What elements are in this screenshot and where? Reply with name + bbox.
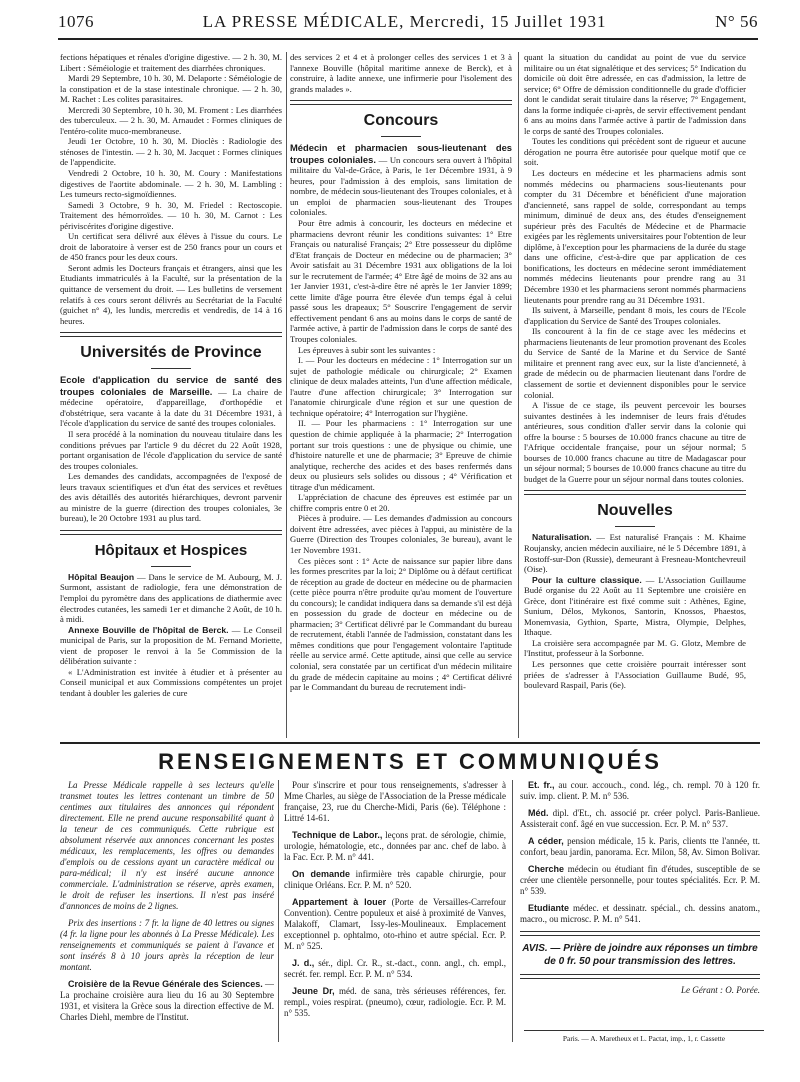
ad-heading: J. d., <box>292 958 315 968</box>
divider <box>151 566 191 567</box>
ad-text: méd. de sana, très sérieuses références, fer. rempl., voies respirat. (pneumo), cœur, radiologie. Ecr. P. M. n° 535. <box>284 986 506 1018</box>
printer-imprint: Paris. — A. Maretheux et L. Pactat, imp., 1, r. Cassette <box>524 1030 764 1043</box>
bottom-column-1 <box>60 780 274 1040</box>
bottom-column-2 <box>284 780 506 1040</box>
divider <box>151 368 191 369</box>
paragraph: II. — Pour les pharmaciens : 1° Interrogation sur une question de chimie appliquée à la pharmacie; 2° Interrogation portant sur trois questions : une de physique ou chimie, une d'histoire naturelle et une de pharmacie; 3° Epreuve de chimie analytique, recherche des acides et des bases renfermés dans deux ou plusieurs sels solides ou dissous ; 4° Vérification et titrage d'un médicament. <box>290 418 512 492</box>
article-heading: Ecole d'application du service de santé des troupes coloniales de Marseille. <box>60 374 282 397</box>
paragraph: Toutes les conditions qui précèdent sont de rigueur et aucune dérogation ne pourra être autorisée pour quelque motif que ce soit. <box>524 136 746 168</box>
publication-title: LA PRESSE MÉDICALE, Mercredi, 15 Juillet 1931 <box>202 12 607 31</box>
ad-text: pension médicale, 15 k. Paris, clients tte l'année, tt. confort, beau jardin, panorama. Ecr. Milon, 58, Av. Simon Bolivar. <box>520 836 760 857</box>
ad-text: médecin ou étudiant fin d'études, susceptible de se créer une clientèle personnelle, pour toutes spécialités. Ecr. P. M. n° 539. <box>520 864 760 896</box>
article-heading: Hôpital Beaujon <box>68 571 135 582</box>
paragraph: des services 2 et 4 et à prolonger celles des services 1 et 3 à l'annexe Bouville (hôpital maritime annexe de Berck), et à construire, à ladite annexe, une infirmerie pour l'isolement des grands malades ». <box>290 52 512 94</box>
paragraph: fections hépatiques et rénales d'origine digestive. — 2 h. 30, M. Libert : Séméiologie et traitement des diarrhées chroniques. <box>60 52 282 73</box>
column-1 <box>60 52 282 738</box>
paragraph: Vendredi 2 Octobre, 10 h. 30, M. Coury : Manifestations digestives de l'aortite abdominale. — 2 h. 30, M. Lambling : Les tumeurs recto-sigmoïdiennes. <box>60 168 282 200</box>
paragraph: Jeudi 1er Octobre, 10 h. 30, M. Dioclès : Radiologie des sténoses de l'intestin. — 2 h. 30, M. Jacquet : Formes cliniques de l'appendicite. <box>60 136 282 168</box>
divider <box>520 974 760 979</box>
ad-heading: Et. fr., <box>528 780 555 790</box>
ad-text: médec. et dessinatr. spécial., ch. dessins anatom., macro., ou microsc. P. M. n° 541. <box>520 903 760 924</box>
paragraph: Mardi 29 Septembre, 10 h. 30, M. Delaporte : Séméiologie de la constipation et de la stase intestinale chronique. — 2 h. 30, M. Rachet : Les colites parasitaires. <box>60 73 282 105</box>
paragraph: Les épreuves à subir sont les suivantes : <box>298 344 436 355</box>
paragraph: Pour s'inscrire et pour tous renseignements, s'adresser à Mme Charles, au siège de l'Association de la Presse médicale française, 23, rue du Cherche-Midi, Paris (6e). Téléphone : Littré 14-61. <box>284 780 506 823</box>
section-divider <box>290 100 512 105</box>
article-text: — Le Conseil municipal de Paris, sur la proposition de M. Fernand Moriette, vient de proposer le renvoi à la 5e Commission de la délibération suivante : <box>60 624 282 667</box>
column-2 <box>290 52 512 738</box>
paragraph: « L'Administration est invitée à étudier et à présenter au Conseil municipal et aux Commissions compétentes un projet tendant à doubler les galeries de cure <box>60 666 282 698</box>
paragraph: Il sera procédé à la nomination du nouveau titulaire dans les conditions prévues par l'article 9 du décret du 22 Août 1928, portant organisation de l'école d'application du service de santé des troupes coloniales. <box>60 428 282 471</box>
article-text: — L'Association Guillaume Budé organise du 22 Août au 11 Septembre une croisière en Grèce, dont l'itinéraire est fixé comme suit : Athènes, Egine, Sunium, Délos, Mykonos, Santorin, Knossos, Phaestos, Monemvasia, Gythion, Sparte, Mistra, Olympie, Delphes, Ithaque. <box>524 574 746 638</box>
notice-paragraph: La Presse Médicale rappelle à ses lecteurs qu'elle transmet toutes les lettres contenant un timbre de 50 centimes aux titulaires des annonces qui répondent directement. Elle ne prend aucune responsabilité quant à la teneur de ces communiqués. Cette rubrique est absolument réservée aux annonces concernant les postes médicaux, les remplacements, les offres ou demandes d'emplois ou de cessions ayant un caractère médical ou para-médical; il n'y est inséré aucune annonce commerciale. L'administration se réserve, après examen, le droit de refuser les insertions. Il n'est pas inséré d'annonces de moins de 2 lignes. <box>60 780 274 911</box>
article-text: — Est naturalisé Français : M. Khaime Roujansky, ancien médecin auxiliaire, né le 5 Décembre 1891, à Rostoff-sur-Don (Russie), demeurant à Fresneau-Montchevreuil (Oise). <box>524 532 746 575</box>
ad-text: au cour. accouch., cond. lég., ch. rempl. 70 à 120 fr. suiv. imp. client. P. M. n° 536. <box>520 780 760 801</box>
article-heading: Croisière de la Revue Générale des Sciences. <box>68 979 263 989</box>
article-heading: Naturalisation. <box>532 532 592 543</box>
paragraph: Ces pièces sont : 1° Acte de naissance sur papier libre dans les formes prescrites par la loi; 2° Diplôme ou à défaut certificat de réception au grade de docteur en médecine ou de pharmacien (cette pièce pourra n'être produite qu'au moment de l'ouverture du concours); le candidat indiquera dans sa demande s'il est déjà en possession du grade de docteur en médecine ou de pharmacien; 3° Certificat délivré par le Commandant du bureau de recrutement, établi l'année de l'admission, constatant dans les mêmes conditions que pour l'engagement volontaire l'aptitude réelle au service armé. Cette aptitude, ainsi que celle au service colonial, sera constatée par un certificat d'un médecin militaire du grade de médecin capitaine au moins ; 4° Certificat délivré par le Commandant du bureau de recrutement indi- <box>290 555 512 693</box>
section-divider <box>60 530 282 535</box>
ad-heading: Appartement à louer <box>292 897 387 907</box>
ad-heading: On demande <box>292 869 350 879</box>
paragraph: Les docteurs en médecine et les pharmaciens admis sont nommés médecins ou pharmaciens sous-lieutenants pour compter du 31 Décembre et bénéficient d'une majoration d'ancienneté, sans rappel de solde, correspondant au temps minimum, diminué de deux ans, des études d'enseignement supérieur près des Facultés de Médecine et de Pharmacie exigées par les règlements universitaires pour l'obtention de leur diplôme, à l'exception pour les pharmaciens de la durée du stage dans une officine, c'est-à-dire que par application de ces bonifications, les docteurs en médecine seront immédiatement nommés médecins lieutenants pour prendre rang au 31 Décembre 1930 et les pharmaciens seront nommés pharmaciens lieutenants pour prendre rang au 31 Décembre 1931. <box>524 168 746 305</box>
banner-title: RENSEIGNEMENTS ET COMMUNIQUÉS <box>158 749 662 774</box>
ad-text: (Porte de Versailles-Carrefour Convention). Centre populeux et aisé à proximité de Vanves, Malakoff, Clamart, Issy-les-Moulineaux. Emplacement exceptionnel p. ophtalmo, oto-rhino et autre spécial. Ecr. P. M. n° 525. <box>284 897 506 951</box>
article-text: — Un concours sera ouvert à l'hôpital militaire du Val-de-Grâce, à Paris, le 1er Décembre 1931, à 9 heures, pour l'admission à des emplois, sans limitation de nombre, de médecin sous-lieutenant des Troupes coloniales, et à un emploi de pharmacien sous-lieutenant des Troupes coloniales. <box>290 154 512 218</box>
paragraph: L'appréciation de chacune des épreuves est estimée par un chiffre compris entre 0 et 20. <box>290 492 512 513</box>
ad-heading: Technique de Labor., <box>292 830 383 840</box>
column-rule <box>512 780 513 1042</box>
section-title-universites: Universités de Province <box>80 344 262 362</box>
paragraph: Mercredi 30 Septembre, 10 h. 30, M. Froment : Les diarrhées des tuberculeux. — 2 h. 30, M. Arnaudet : Formes cliniques de l'entéro-colite muco-membraneuse. <box>60 104 282 136</box>
paragraph: Seront admis les Docteurs français et étrangers, ainsi que les Etudiants immatriculés à la Faculté, sur la présentation de la quittance de versement du droit. — Les bulletins de versement relatifs à ces cours seront délivrés au Secrétariat de la Faculté (guichet n° 4), les lundis, mercredis et vendredis, de 14 à 16 heures. <box>60 262 282 326</box>
section-title-nouvelles: Nouvelles <box>597 502 673 520</box>
column-rule <box>518 52 519 738</box>
paragraph: Ils concourent à la fin de ce stage avec les médecins et pharmaciens lieutenants de leur promotion provenant des Ecoles du Service de Santé de la Marine et du Service de Santé militaire et prennent rang avec eux, sur la liste d'ancienneté, à grade de médecin ou de pharmacien lieutenant dans l'ordre de classement de sortie et deviennent disponibles pour le service colonial. <box>524 326 746 400</box>
column-3 <box>524 52 746 738</box>
paragraph: Les personnes que cette croisière pourrait intéresser sont priées de s'adresser à l'Association Guillaume Budé, 95, boulevard Raspail, Paris (6e). <box>524 658 746 691</box>
paragraph: I. — Pour les docteurs en médecine : 1° Interrogation sur un sujet de pathologie médicale ou chirurgicale; 2° Examen clinique de deux malades atteints, l'un d'une affection médicale, l'autre d'une affection chirurgicale; 3° Interrogation sur l'anatomie chirurgicale d'une région et sur une question de technique opératoire; 4° Interrogation sur l'hygiène. <box>290 355 512 418</box>
ad-heading: Jeune Dr, <box>292 986 335 996</box>
paragraph: Pour être admis à concourir, les docteurs en médecine et pharmaciens devront réunir les conditions suivantes: 1° Etre Français ou naturalisé Français; 2° Etre possesseur du diplôme d'Etat français de Docteur en médecine ou de pharmacien; 3° Avoir satisfait au 31 Décembre 1931 aux obligations de la loi sur le recrutement de l'armée; 4° Etre âgé de moins de 32 ans au 1er Janvier 1931, c'est-à-dire être né après le 1er Janvier 1899; cette limite d'âge pourra être élevée d'un temps égal à celui passé sous les drapeaux; 5° Souscrire l'engagement de servir effectivement pendant 6 ans au moins dans le corps de santé de l'armée active, à partir de l'admission dans le corps de santé des Troupes coloniales. <box>290 218 512 345</box>
paragraph: Les demandes des candidats, accompagnées de l'exposé de leurs travaux scientifiques et d'un état des services et revêtues des avis détaillés des autorités hiérarchiques, devront parvenir au ministre de la guerre (direction des troupes coloniales, 3e bureau), le 20 Octobre 1931 au plus tard. <box>60 471 282 524</box>
paragraph: Un certificat sera délivré aux élèves à l'issue du cours. Le droit de laboratoire à verser est de 250 francs pour un cours et de 450 francs pour les deux cours. <box>60 231 282 263</box>
article-heading: Pour la culture classique. <box>532 574 642 585</box>
section-title-concours: Concours <box>363 112 439 130</box>
issue-number: N° 56 <box>715 12 758 31</box>
paragraph: quant la situation du candidat au point de vue du service militaire ou un état signalétique et des services; 5° Indication du domicile où doit être adressée, en cas d'admission, la lettre de service; 6° Offre de démission conditionnelle du grade d'officier dont le candidat serait titulaire dans la réserve; 7° Engagement, dans la forme indiquée ci-après, de servir effectivement pendant 6 ans au moins dans l'armée active à partir de l'admission dans le corps de santé des Troupes coloniales. <box>524 52 746 136</box>
gerant-signature: Le Gérant : O. Porée. <box>681 985 760 995</box>
notice-paragraph: Prix des insertions : 7 fr. la ligne de 40 lettres ou signes (4 fr. la ligne pour les abonnés à La Presse Médicale). Les renseignements et communiqués se paient à l'avance et sont insérés 8 à 10 jours après la réception de leur montant. <box>60 918 274 972</box>
avis-notice: AVIS. — Prière de joindre aux réponses un timbre de 0 fr. 50 pour transmission des lettres. <box>522 943 758 967</box>
masthead <box>58 6 758 40</box>
column-rule <box>278 780 279 1042</box>
paragraph: Ils suivent, à Marseille, pendant 8 mois, les cours de l'Ecole d'application du Service de Santé des Troupes coloniales. <box>524 305 746 326</box>
ad-text: sér., dipl. Cr. R., st.-dact., conn. angl., ch. empl., secrét. fer. rempl. Ecr. P. M. n° 534. <box>284 958 506 979</box>
article-heading: Médecin et pharmacien sous-lieutenant des troupes coloniales. <box>290 142 512 165</box>
section-divider <box>60 332 282 337</box>
page-number: 1076 <box>58 12 94 31</box>
divider <box>520 931 760 936</box>
ad-heading: A céder, <box>528 836 564 846</box>
ad-heading: Etudiante <box>528 903 570 913</box>
section-title-hopitaux: Hôpitaux et Hospices <box>94 541 248 559</box>
section-divider <box>524 490 746 495</box>
ad-text: dipl. d'Et., ch. associé pr. créer polycl. Paris-Banlieue. Assisterait conf. âgé en vue succession. Ecr. P. M. n° 537. <box>520 808 760 829</box>
ad-text: leçons prat. de sérologie, chimie, urologie, hématologie, etc., données par anc. chef de labo. à la Fac. Ecr. P. M. n° 441. <box>284 830 506 862</box>
column-rule <box>286 52 287 738</box>
paragraph: A l'issue de ce stage, ils peuvent percevoir les bourses suivantes destinées à les indemniser de leurs frais d'études antérieures, sous condition d'aller servir dans la colonie qui offre la bourse : 5 bourses de 10.000 francs chacune au titre de l'Afrique occidentale française, pour un séjour normal; 5 bourses de 10.000 francs chacune au titre de Madagascar pour un séjour normal; 5 bourses de 10.000 francs chacune au titre du budget de la Guerre pour un séjour normal dans toutes colonies. <box>524 400 746 484</box>
divider <box>615 526 655 527</box>
ad-heading: Méd. <box>528 808 549 818</box>
article-text: — Dans le service de M. Aubourg, M. J. Surmont, assistant de radiologie, fera une démonstration de l'emploi du pyromètre dans des applications de diathermie avec électrodes cutanées, les samedi 1er et dimanche 2 Août, de 10 h. à midi. <box>60 571 282 625</box>
paragraph: Samedi 3 Octobre, 9 h. 30, M. Friedel : Rectoscopie. Traitement des hémorroïdes. — 10 h. 30, M. Carnot : Les périviscérites d'origine digestive. <box>60 199 282 231</box>
ad-heading: Cherche <box>528 864 565 874</box>
paragraph: Pièces à produire. — Les demandes d'admission au concours doivent être adressées, avec pièces à l'appui, au ministère de la Guerre (Direction des Troupes coloniales, 3e bureau), avant le 1er Novembre 1931. <box>290 513 512 555</box>
section-banner <box>60 742 760 780</box>
ad-text: infirmière très capable chirurgie, pour clinique Orléans. Ecr. P. M. n° 520. <box>284 869 506 890</box>
article-heading: Annexe Bouville de l'hôpital de Berck. <box>68 624 229 635</box>
article-text: — La prochaine croisière aura lieu du 16 au 30 Septembre 1931, et visitera la Grèce sous la direction effective de M. Charles Diehl, membre de l'Institut. <box>60 979 274 1022</box>
bottom-column-3 <box>520 780 760 1050</box>
article-text: — La chaire de médecine opératoire, d'appareillage, d'orthopédie et d'obstétrique, sera vacante à la date du 31 Décembre 1931, à l'école d'application du service de santé des troupes coloniales. <box>60 386 282 429</box>
paragraph: La croisière sera accompagnée par M. G. Glotz, Membre de l'Institut, professeur à la Sorbonne. <box>524 637 746 659</box>
divider <box>381 136 421 137</box>
